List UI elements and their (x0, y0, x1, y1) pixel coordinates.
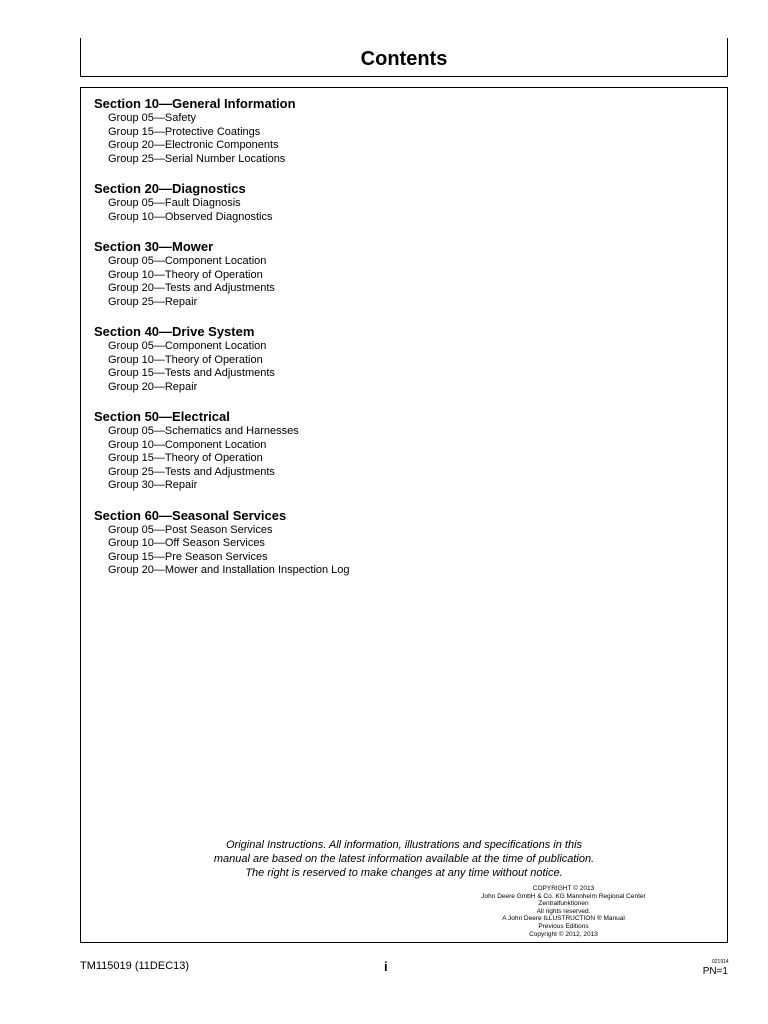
copyright-block (445, 885, 682, 938)
notice-line: manual are based on the latest information available at the time of publication. (213, 853, 595, 865)
copyright-line: Copyright © 2012, 2013 (529, 930, 598, 938)
group-item[interactable]: Group 20—Repair (108, 380, 198, 393)
group-item[interactable]: Group 05—Component Location (108, 340, 267, 352)
group-item[interactable]: Group 05—Fault Diagnosis (108, 197, 241, 209)
group-item[interactable]: Group 15—Protective Coatings (108, 125, 261, 138)
section-title[interactable]: Section 10—General Information (94, 96, 296, 111)
group-item[interactable]: Group 20—Tests and Adjustments (108, 282, 275, 294)
group-item[interactable]: Group 15—Pre Season Services (108, 550, 268, 563)
group-item[interactable]: Group 05—Safety (108, 112, 197, 124)
page-title: Contents (360, 48, 448, 70)
group-item[interactable]: Group 15—Theory of Operation (108, 452, 263, 464)
group-item[interactable]: Group 15—Tests and Adjustments (108, 367, 275, 379)
group-item[interactable]: Group 20—Mower and Installation Inspection Log (108, 564, 350, 576)
document-id: TM115019 (11DEC13) (80, 960, 190, 972)
contents-box (80, 87, 728, 943)
section-10 (94, 96, 350, 166)
group-item[interactable]: Group 20—Electronic Components (108, 139, 279, 151)
notice-line: Original Instructions. All information, illustrations and specifications in this (225, 839, 583, 851)
group-item[interactable]: Group 25—Tests and Adjustments (108, 465, 275, 478)
group-item[interactable]: Group 30—Repair (108, 479, 198, 491)
group-item[interactable]: Group 10—Off Season Services (108, 537, 265, 549)
section-60 (94, 508, 350, 578)
group-item[interactable]: Group 05—Component Location (108, 255, 267, 267)
notice-text (81, 838, 727, 880)
copyright-line: COPYRIGHT © 2013 (532, 885, 595, 892)
copyright-line: A John Deere ILLUSTRUCTION ® Manual (502, 915, 625, 923)
pn-label: PN=1 (702, 966, 728, 977)
copyright-line: Zentralfunktionen (538, 900, 589, 908)
group-item[interactable]: Group 25—Serial Number Locations (108, 152, 286, 165)
group-item[interactable]: Group 10—Component Location (108, 438, 267, 451)
section-50 (94, 409, 350, 493)
section-40 (94, 324, 350, 394)
group-item[interactable]: Group 05—Post Season Services (108, 523, 273, 536)
table-of-contents (94, 96, 350, 593)
copyright-line: Previous Editions (538, 922, 589, 930)
section-title[interactable]: Section 20—Diagnostics (94, 181, 246, 196)
section-title[interactable]: Section 40—Drive System (94, 324, 255, 339)
page-number: i (384, 959, 388, 974)
title-box (80, 38, 728, 77)
copyright-line: John Deere GmbH & Co. KG Mannheim Regional Center (481, 892, 646, 900)
group-item[interactable]: Group 05—Schematics and Harnesses (108, 425, 299, 437)
section-title[interactable]: Section 30—Mower (94, 239, 214, 254)
group-item[interactable]: Group 10—Theory of Operation (108, 353, 263, 366)
group-item[interactable]: Group 10—Theory of Operation (108, 268, 263, 281)
notice-line: The right is reserved to make changes at any time without notice. (245, 867, 563, 879)
section-title[interactable]: Section 60—Seasonal Services (94, 507, 287, 523)
copyright-line: All rights reserved. (536, 907, 591, 915)
section-30 (94, 239, 350, 309)
group-item[interactable]: Group 10—Observed Diagnostics (108, 210, 273, 223)
section-20 (94, 181, 350, 224)
group-item[interactable]: Group 25—Repair (108, 295, 198, 308)
section-title[interactable]: Section 50—Electrical (94, 409, 230, 424)
footer-code: 021914 (712, 959, 729, 965)
